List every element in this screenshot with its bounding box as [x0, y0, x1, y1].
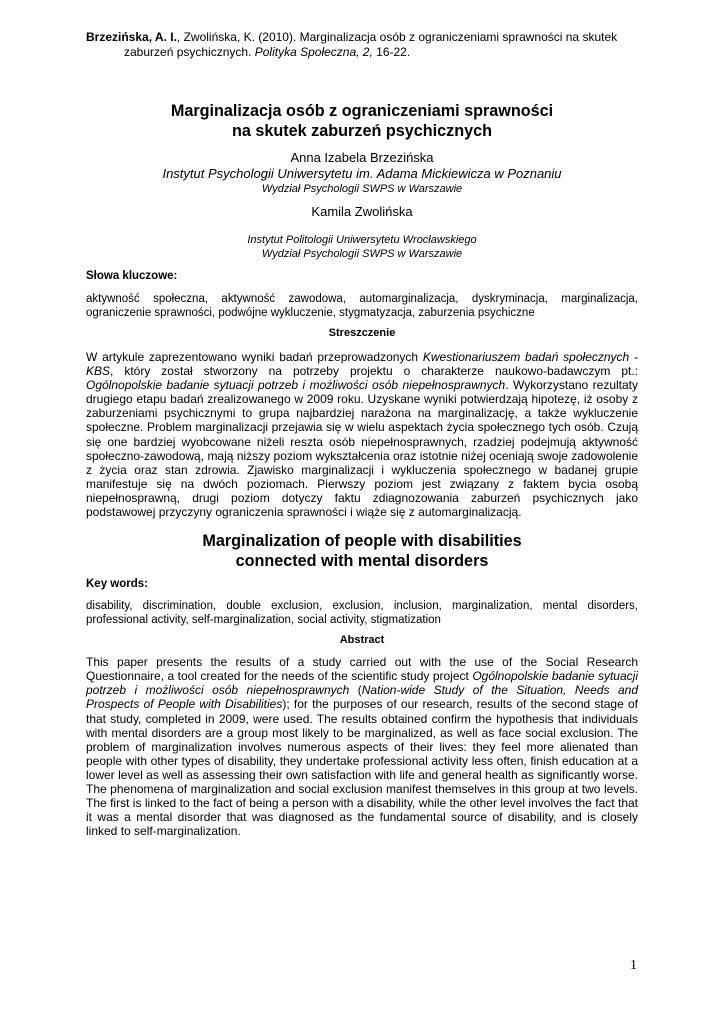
english-title-line2: connected with mental disorders [235, 552, 489, 571]
english-abstract-italic-2: Nation-wide Study of the Situation, Needs and Prospects of People with Disabilities [86, 683, 638, 712]
citation [86, 30, 638, 60]
english-abstract-heading: Abstract [339, 634, 385, 647]
english-keywords-label: Key words: [86, 578, 148, 591]
polish-abstract-italic-1: Kwestionariuszem badań społecznych - KBS [86, 350, 638, 379]
polish-title [86, 101, 638, 141]
page-number: 1 [630, 958, 637, 973]
english-abstract-italic-1: Ogólnopolskie badanie sytuacji potrzeb i możliwości osób niepełnosprawnych [86, 669, 638, 698]
polish-title-line1: Marginalizacja osób z ograniczeniami sprawności [170, 102, 554, 120]
polish-abstract-text-1: W artykule zaprezentowano wyniki badań przeprowadzonych [86, 350, 423, 364]
polish-title-line2: na skutek zaburzeń psychicznych [232, 122, 492, 140]
english-abstract-text-1: This paper presents the results of a study carried out with the use of the Social Research Questionnaire, a tool created for the needs of the scientific study project [86, 655, 638, 684]
author-2: Kamila Zwolińska [311, 204, 413, 219]
author-1: Anna Izabela Brzezińska [290, 150, 434, 165]
english-title-line1: Marginalization of people with disabilities [202, 532, 522, 551]
citation-text: , Zwolińska, K. (2010). Marginalizacja osób z ograniczeniami sprawności na skutek zaburzeń psychicznych. [124, 30, 618, 59]
english-keywords: disability, discrimination, double exclusion, exclusion, inclusion, marginalization, mental disorders, professional activity, self-marginalization, social activity, stigmatization [86, 600, 638, 627]
polish-abstract [86, 350, 638, 519]
polish-keywords: aktywność społeczna, aktywność zawodowa, automarginalizacja, dyskryminacja, marginalizacja, ograniczenie sprawności, podwójne wykluczenie, stygmatyzacja, zaburzenia psychiczne [86, 293, 638, 319]
polish-keywords-label: Słowa kluczowe: [86, 270, 178, 282]
english-abstract-text-3: ); for the purposes of our research, results of the second stage of that study, completed in 2009, were used. The results obtained confirm the hypothesis that individuals with mental disorders are a group most likely to be marginalized, as well as face social exclusion. The problem of marginalization involves numerous aspects of their lives: they feel more alienated than people with other types of disability, they undertake professional activity less often, finish education at a lower level as well as assessing their own satisfaction with life and general health as significantly worse. The phenomena of marginalization and social exclusion manifest themselves in this group at two levels. The first is linked to the fact of being a person with a disability, while the other level involves the fact that it was a mental disorder that was diagnosed as the fundamental source of disability, and is closely linked to self-marginalization. [86, 697, 638, 839]
polish-abstract-text-3: . Wykorzystano rezultaty drugiego etapu badań zrealizowanego w 2009 roku. Uzyskane wyniki potwierdzają hipotezę, iż osoby z zaburzeniami psychicznymi to grupa najbardziej narażona na marginalizację, a także wykluczenie społeczne. Problem marginalizacji przejawia się w wielu aspektach życia społecznego tych osób. Czują się one bardziej wyobcowane niżeli reszta osób niepełnosprawnych, rzadziej podejmują aktywność społeczno-zawodową, mają niższy poziom wykształcenia oraz istotnie niżej oceniają swoje zadowolenie z życia oraz stan zdrowia. Zjawisko marginalizacji i wykluczenia społecznego w badanej grupie manifestuje się na dwóch poziomach. Pierwszy poziom jest związany z faktem bycia osobą niepełnosprawną, drugi poziom dotyczy faktu zdiagnozowania zaburzeń psychicznych jako podstawowej przyczyny ograniczenia sprawności i wiąże się z automarginalizacją. [86, 378, 639, 520]
polish-abstract-text-2: , który został stworzony na potrzeby projektu o charakterze naukowo-badawczym pt.: [110, 364, 638, 379]
polish-abstract-heading: Streszczenie [328, 327, 396, 339]
affiliation-2a: Instytut Politologii Uniwersytetu Wrocławskiego [247, 234, 477, 246]
citation-pages: 16-22. [372, 45, 411, 59]
english-abstract-text-2: ( [349, 683, 362, 698]
affiliation-2b: Wydział Psychologii SWPS w Warszawie [261, 248, 463, 260]
english-title [86, 531, 638, 571]
polish-abstract-italic-2: Ogólnopolskie badanie sytuacji potrzeb i możliwości osób niepełnosprawnych [86, 378, 506, 393]
citation-lead-author: Brzezińska, A. I. [86, 30, 177, 44]
affiliation-1b: Wydział Psychologii SWPS w Warszawie [261, 183, 463, 195]
english-abstract [86, 655, 638, 838]
affiliation-1a: Instytut Psychologii Uniwersytetu im. Adama Mickiewicza w Poznaniu [162, 166, 562, 181]
citation-journal: Polityka Społeczna, 2, [254, 45, 373, 59]
